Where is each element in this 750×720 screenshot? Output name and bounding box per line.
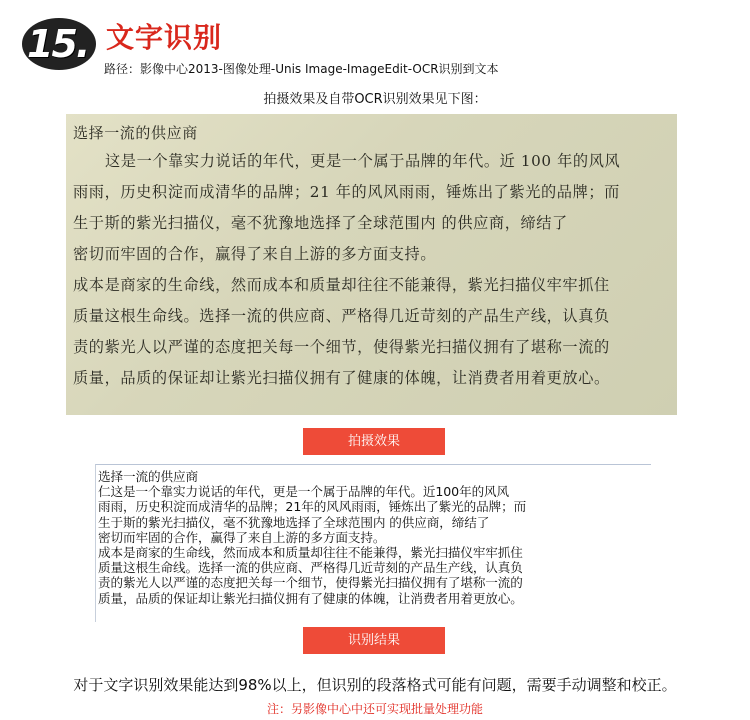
ocr-line: 责的紫光人以严谨的态度把关每一个细节，使得紫光扫描仪拥有了堪称一流的 — [98, 575, 523, 591]
photo-result-label: 拍摄效果 — [303, 428, 445, 455]
photo-line: 质量，品质的保证却让紫光扫描仪拥有了健康的体魄，让消费者用着更放心。 — [73, 369, 610, 387]
ocr-text-box[interactable] — [95, 464, 651, 622]
photo-line: 质量这根生命线。选择一流的供应商、严格得几近苛刻的产品生产线，认真负 — [73, 307, 610, 325]
scanned-photo — [66, 114, 677, 415]
summary-text: 对于文字识别效果能达到98%以上，但识别的段落格式可能有问题，需要手动调整和校正。 — [73, 676, 677, 694]
photo-line: 雨雨，历史积淀而成清华的品牌；21 年的风风雨雨，锤炼出了紫光的品牌；而 — [73, 183, 620, 201]
photo-line: 这是一个靠实力说话的年代，更是一个属于品牌的年代。近 100 年的风风 — [105, 152, 621, 170]
ocr-line: 雨雨，历史积淀而成清华的品牌；21年的风风雨雨，锤炼出了紫光的品牌；而 — [98, 499, 527, 515]
ocr-result-label: 识别结果 — [303, 627, 445, 654]
ocr-line: 仁这是一个靠实力说话的年代，更是一个属于品牌的年代。近100年的风风 — [98, 484, 510, 500]
ocr-line: 质量，品质的保证却让紫光扫描仪拥有了健康的体魄，让消费者用着更放心。 — [98, 590, 523, 606]
ocr-line: 质量这根生命线。选择一流的供应商、严格得几近苛刻的产品生产线，认真负 — [98, 560, 523, 576]
header — [0, 0, 750, 80]
ocr-line: 密切而牢固的合作，赢得了来自上游的多方面支持。 — [98, 529, 386, 545]
photo-line: 密切而牢固的合作，赢得了来自上游的多方面支持。 — [73, 245, 437, 263]
photo-line: 责的紫光人以严谨的态度把关每一个细节，使得紫光扫描仪拥有了堪称一流的 — [73, 338, 610, 356]
footnote: 注：另影像中心中还可实现批量处理功能 — [266, 702, 483, 716]
section-number: 15. — [27, 22, 89, 66]
photo-line: 生于斯的紫光扫描仪，毫不犹豫地选择了全球范围内 的供应商，缔结了 — [73, 214, 568, 232]
ocr-line: 生于斯的紫光扫描仪，毫不犹豫地选择了全球范围内 的供应商，缔结了 — [98, 514, 490, 530]
subtitle: 拍摄效果及自带OCR识别效果见下图： — [263, 92, 487, 107]
ocr-line: 成本是商家的生命线，然而成本和质量却往往不能兼得，紫光扫描仪牢牢抓住 — [98, 545, 523, 561]
section-title: 文字识别 — [106, 21, 223, 54]
photo-line: 成本是商家的生命线，然而成本和质量却往往不能兼得，紫光扫描仪牢牢抓住 — [73, 276, 610, 294]
menu-path: 路径：影像中心2013-图像处理-Unis Image-ImageEdit-OCR识别到文本 — [104, 62, 499, 76]
ocr-line: 选择一流的供应商 — [98, 469, 198, 484]
photo-line: 选择一流的供应商 — [73, 124, 198, 142]
